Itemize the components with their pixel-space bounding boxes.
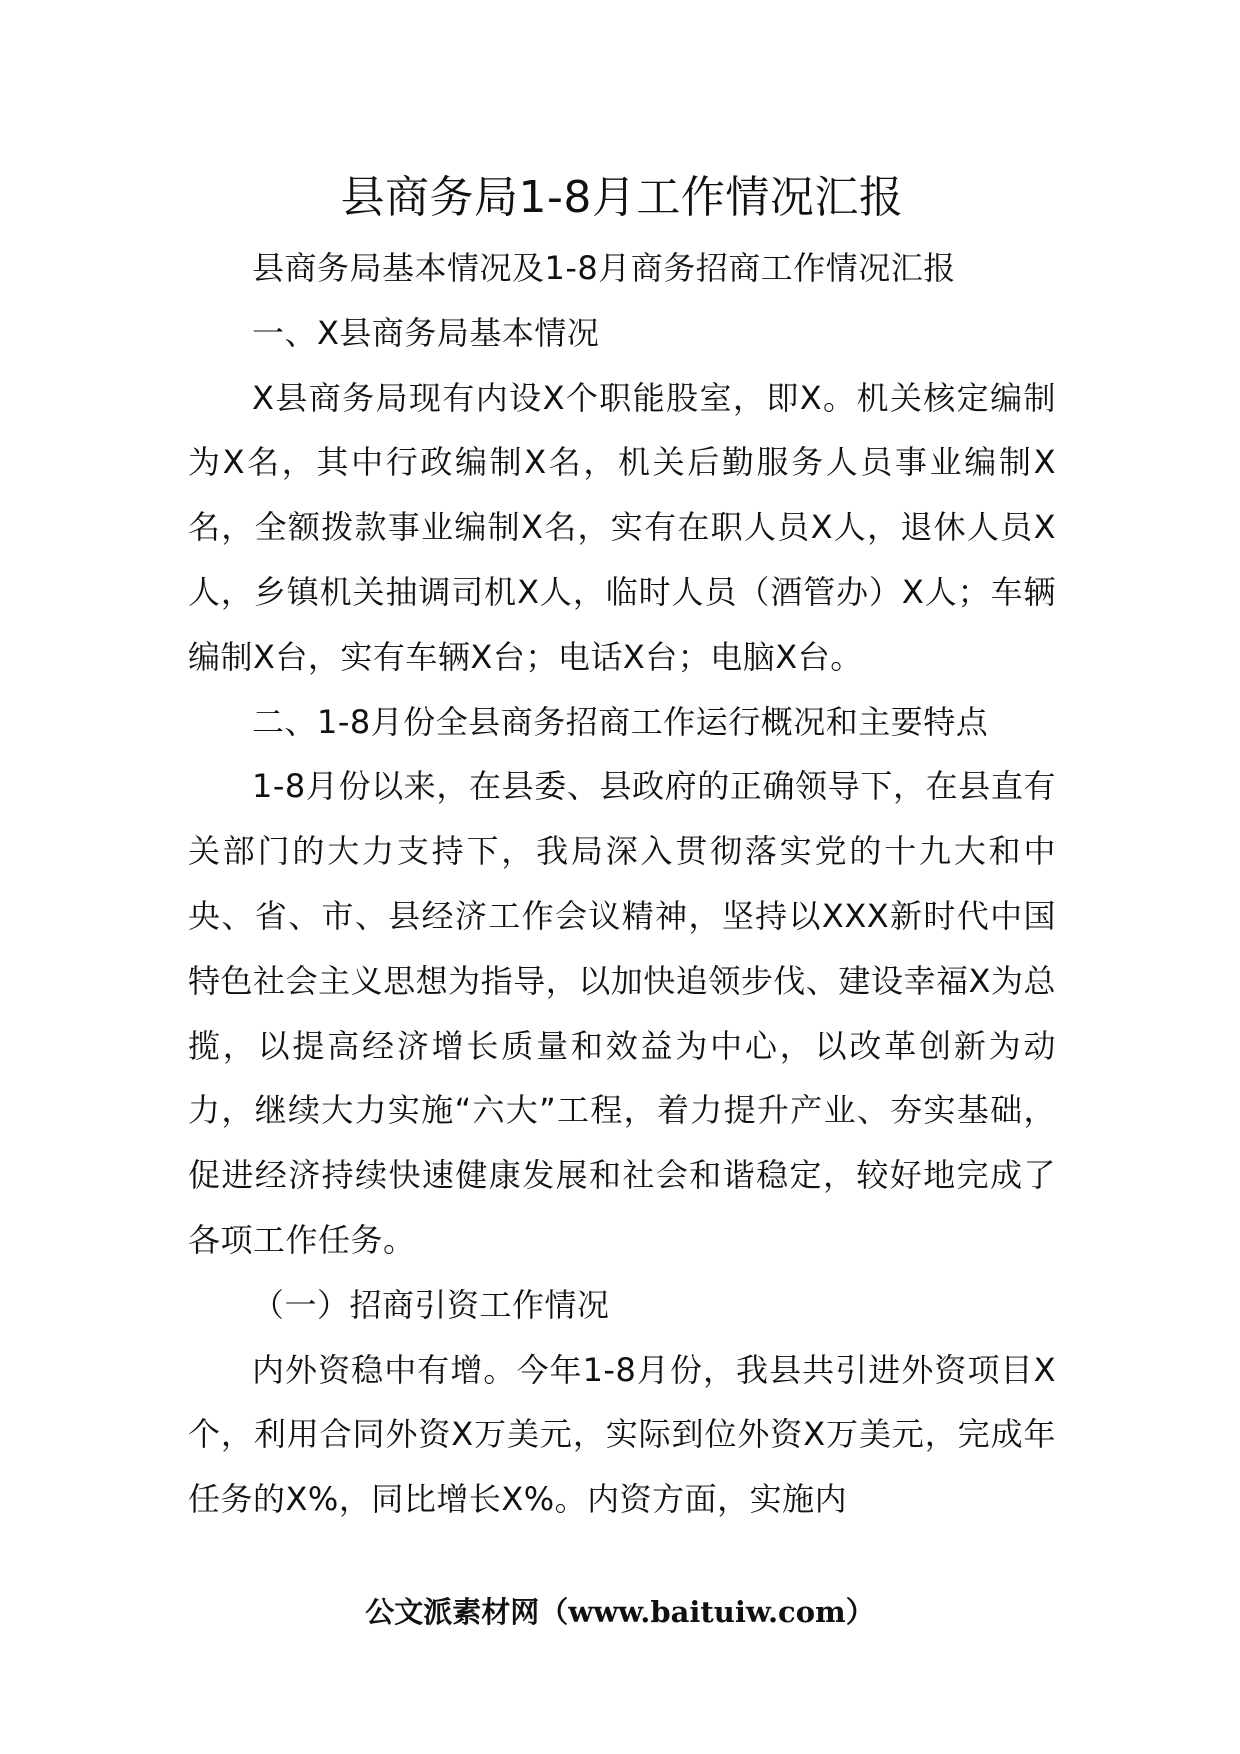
document-body: [188, 236, 1056, 1532]
section-heading-1: 一、X县商务局基本情况: [252, 313, 600, 352]
body-paragraph: X县商务局现有内设X个职能股室，即X。机关核定编制为X名，其中行政编制X名，机关后勤服务人员事业编制X名，全额拨款事业编制X名，实有在职人员X人，退休人员X人，乡镇机关抽调司机X人，临时人员（酒管办）X人；车辆编制X台，实有车辆X台；电话X台；电脑X台。: [188, 378, 1056, 676]
subsection-heading-1: （一）招商引资工作情况: [252, 1285, 610, 1324]
body-paragraph: 内外资稳中有增。今年1-8月份，我县共引进外资项目X个，利用合同外资X万美元，实际到位外资X万美元，完成年任务的X%，同比增长X%。内资方面，实施内: [188, 1350, 1056, 1519]
document-title: 县商务局1-8月工作情况汇报: [340, 172, 904, 223]
footer-watermark: 公文派素材网（www.baituiw.com）: [365, 1595, 875, 1629]
subtitle-paragraph: 县商务局基本情况及1-8月商务招商工作情况汇报: [252, 249, 956, 287]
body-paragraph: 1-8月份以来，在县委、县政府的正确领导下，在县直有关部门的大力支持下，我局深入贯彻落实党的十九大和中央、省、市、县经济工作会议精神，坚持以XXX新时代中国特色社会主义思想为指导，以加快追领步伐、建设幸福X为总揽，以提高经济增长质量和效益为中心，以改革创新为动力，继续大力实施“六大”工程，着力提升产业、夯实基础，促进经济持续快速健康发展和社会和谐稳定，较好地完成了各项工作任务。: [188, 767, 1056, 1259]
section-heading-2: 二、1-8月份全县商务招商工作运行概况和主要特点: [252, 702, 989, 741]
